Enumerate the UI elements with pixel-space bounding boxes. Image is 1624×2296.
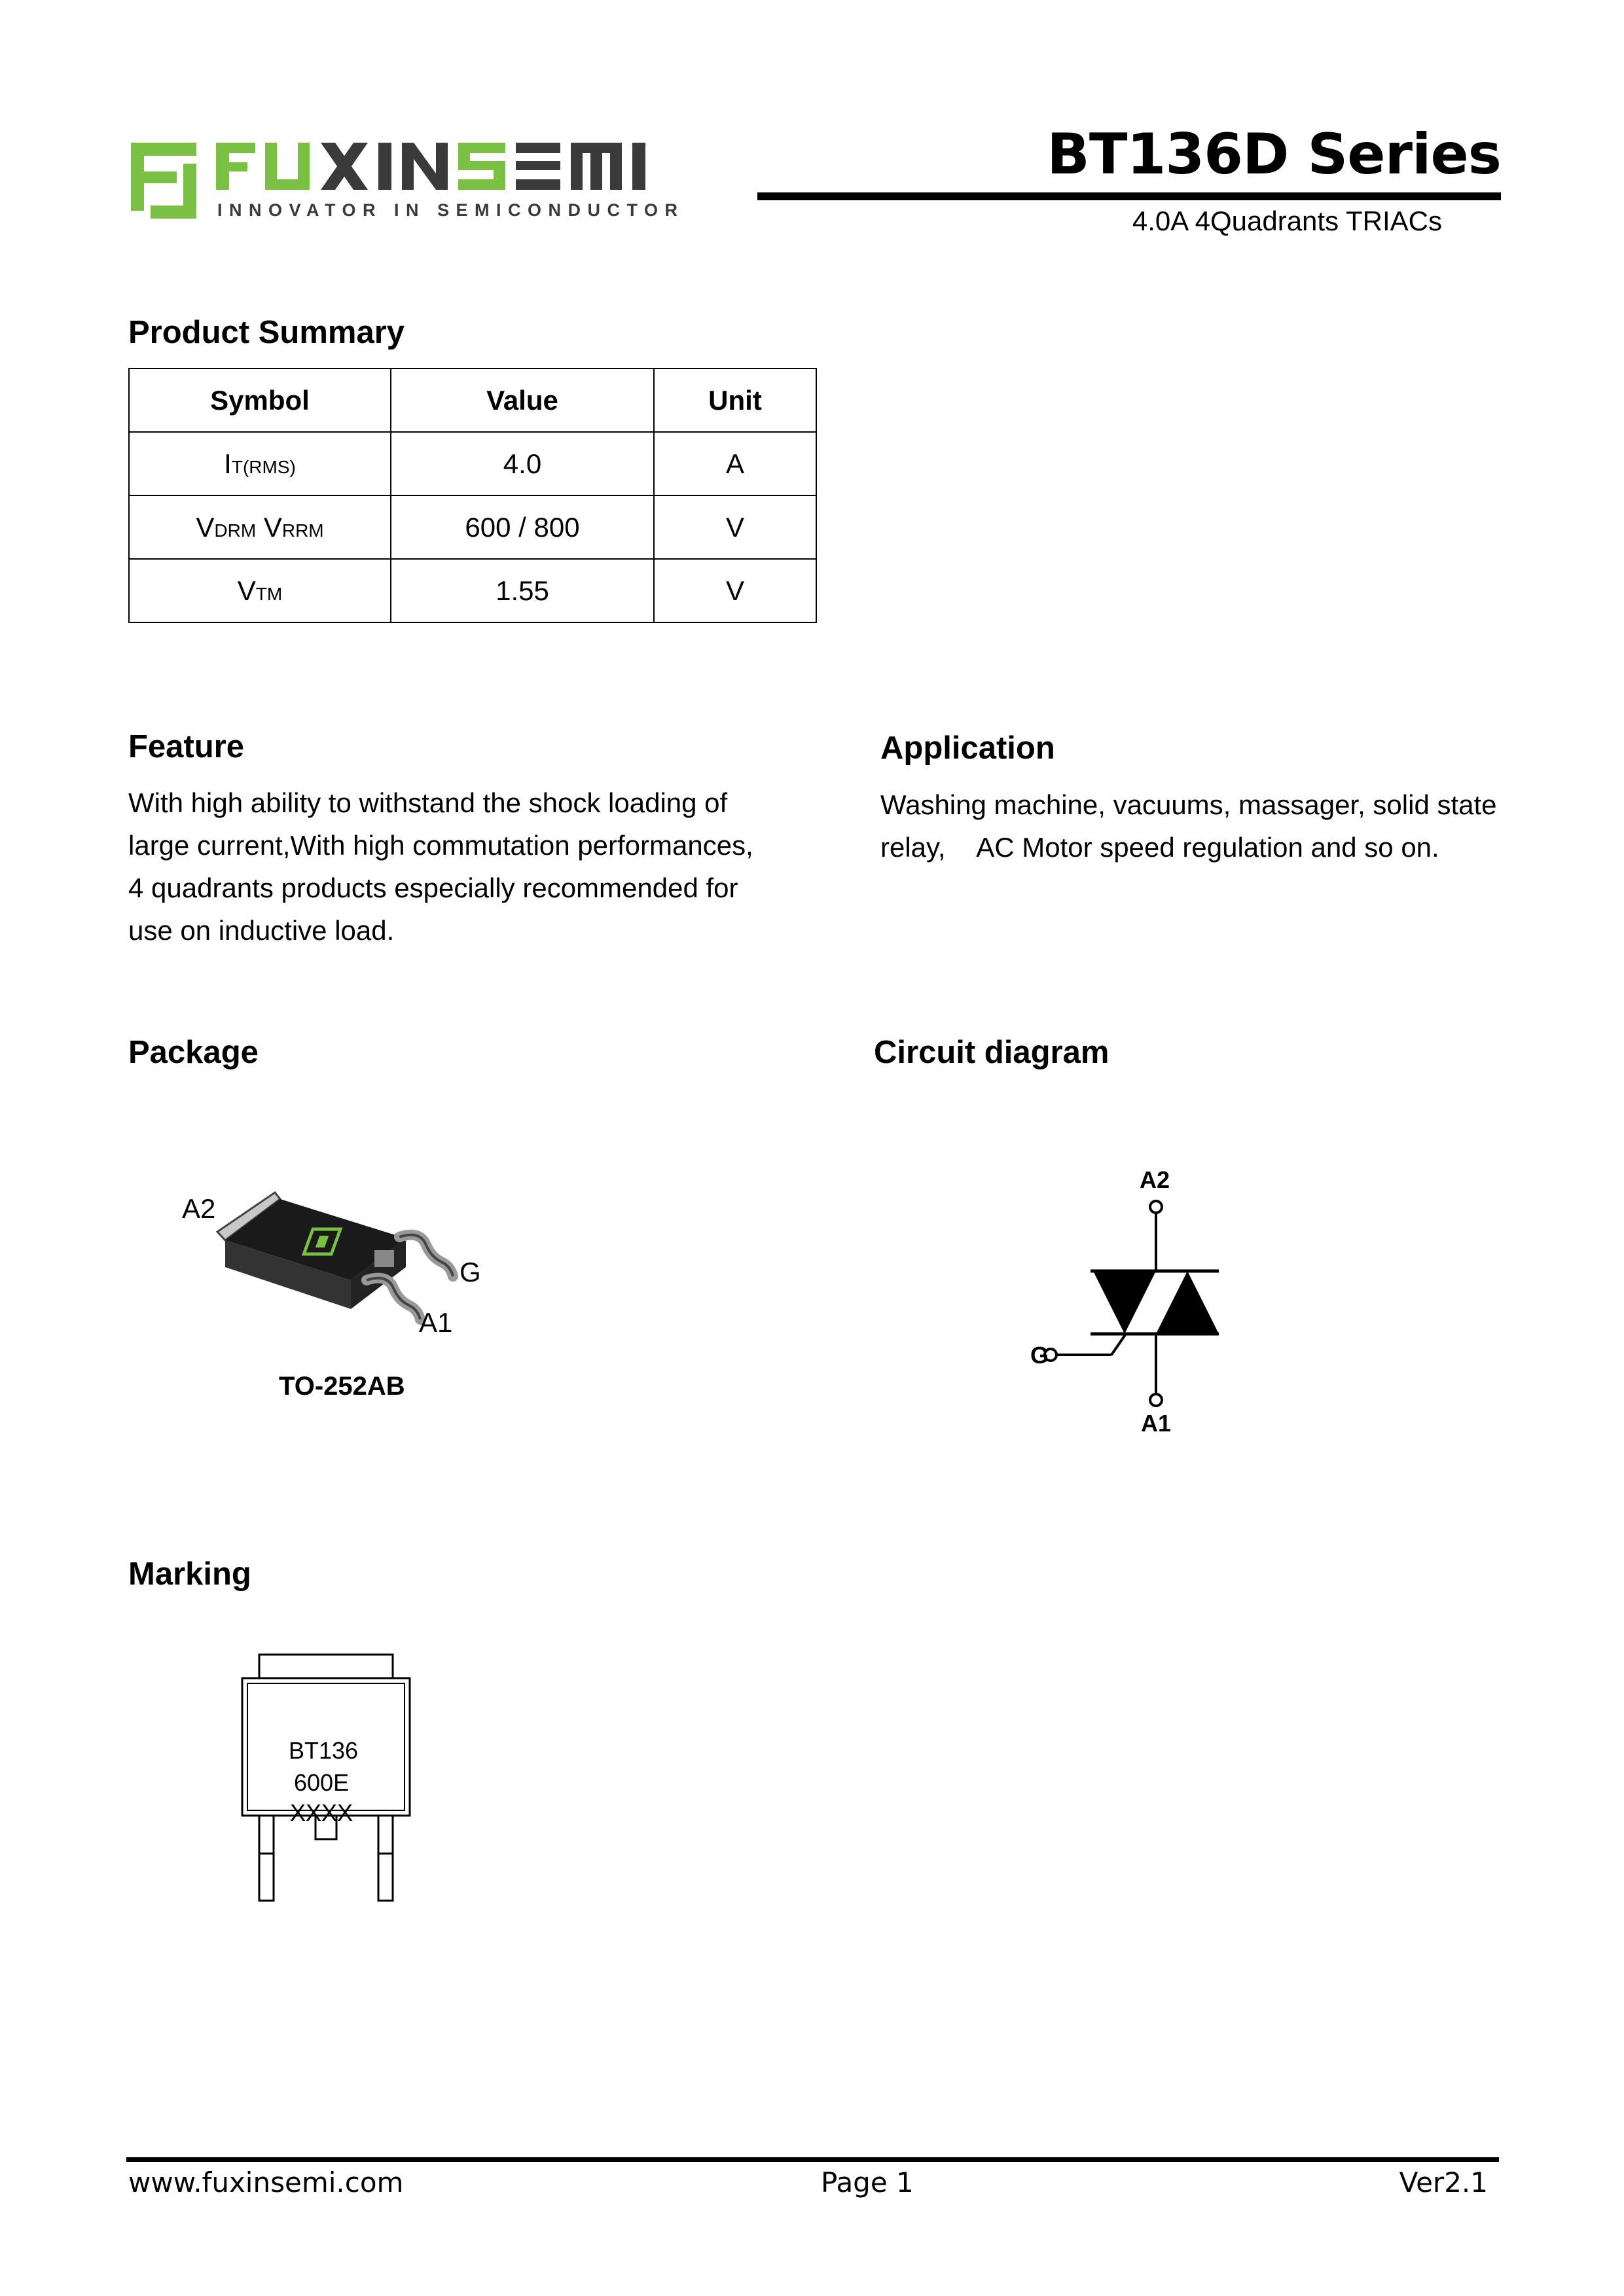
product-summary-table xyxy=(128,368,817,623)
marking-line-3: XXXX xyxy=(290,1799,353,1826)
footer-website: www.fuxinsemi.com xyxy=(128,2166,404,2198)
symbol-cell: VTM xyxy=(129,559,391,622)
footer-page-number: Page 1 xyxy=(821,2166,914,2198)
to252-package-image xyxy=(203,1152,497,1342)
value-cell: 1.55 xyxy=(391,559,654,622)
table-row xyxy=(129,559,816,622)
brand-tagline: INNOVATOR IN SEMICONDUCTOR xyxy=(217,200,685,220)
product-summary-title: Product Summary xyxy=(128,315,405,350)
package-name: TO-252AB xyxy=(279,1372,405,1401)
triac-symbol xyxy=(1021,1198,1231,1427)
feature-title: Feature xyxy=(128,729,245,764)
series-subtitle: 4.0A 4Quadrants TRIACs xyxy=(1132,206,1442,236)
header-symbol: Symbol xyxy=(129,368,391,432)
table-header-row xyxy=(129,368,816,432)
package-pin-a2: A2 xyxy=(182,1193,216,1224)
header-divider xyxy=(757,192,1501,200)
application-title: Application xyxy=(880,730,1055,766)
brand-wordmark xyxy=(216,143,645,190)
package-title: Package xyxy=(128,1035,259,1070)
fuxinsemi-logo xyxy=(131,137,694,223)
value-cell: 600 / 800 xyxy=(391,495,654,559)
marking-title: Marking xyxy=(128,1556,251,1592)
circuit-pin-a2: A2 xyxy=(1140,1166,1170,1193)
circuit-pin-a1: A1 xyxy=(1141,1410,1172,1437)
symbol-cell: VDRM VRRM xyxy=(129,495,391,559)
footer-version: Ver2.1 xyxy=(1399,2166,1488,2198)
circuit-pin-g: G xyxy=(1030,1342,1049,1369)
symbol-cell: IT(RMS) xyxy=(129,432,391,495)
unit-cell: A xyxy=(654,432,816,495)
unit-cell: V xyxy=(654,495,816,559)
series-title: BT136D Series xyxy=(1047,122,1501,187)
marking-line-2: 600E xyxy=(294,1769,350,1796)
unit-cell: V xyxy=(654,559,816,622)
package-pin-a1: A1 xyxy=(419,1307,453,1338)
value-cell: 4.0 xyxy=(391,432,654,495)
header-value: Value xyxy=(391,368,654,432)
feature-text: With high ability to withstand the shock loading of large current,With high commutation performances, 4 quadrants products especially recommended for use on inductive load. xyxy=(128,787,753,946)
table-row xyxy=(129,495,816,559)
header-unit: Unit xyxy=(654,368,816,432)
package-pin-g: G xyxy=(460,1257,481,1287)
application-text: Washing machine, vacuums, massager, solid state relay, AC Motor speed regulation and so on. xyxy=(880,789,1497,863)
marking-line-1: BT136 xyxy=(289,1737,359,1764)
circuit-diagram-title: Circuit diagram xyxy=(874,1035,1110,1070)
table-row xyxy=(129,432,816,495)
footer-divider xyxy=(126,2157,1499,2162)
